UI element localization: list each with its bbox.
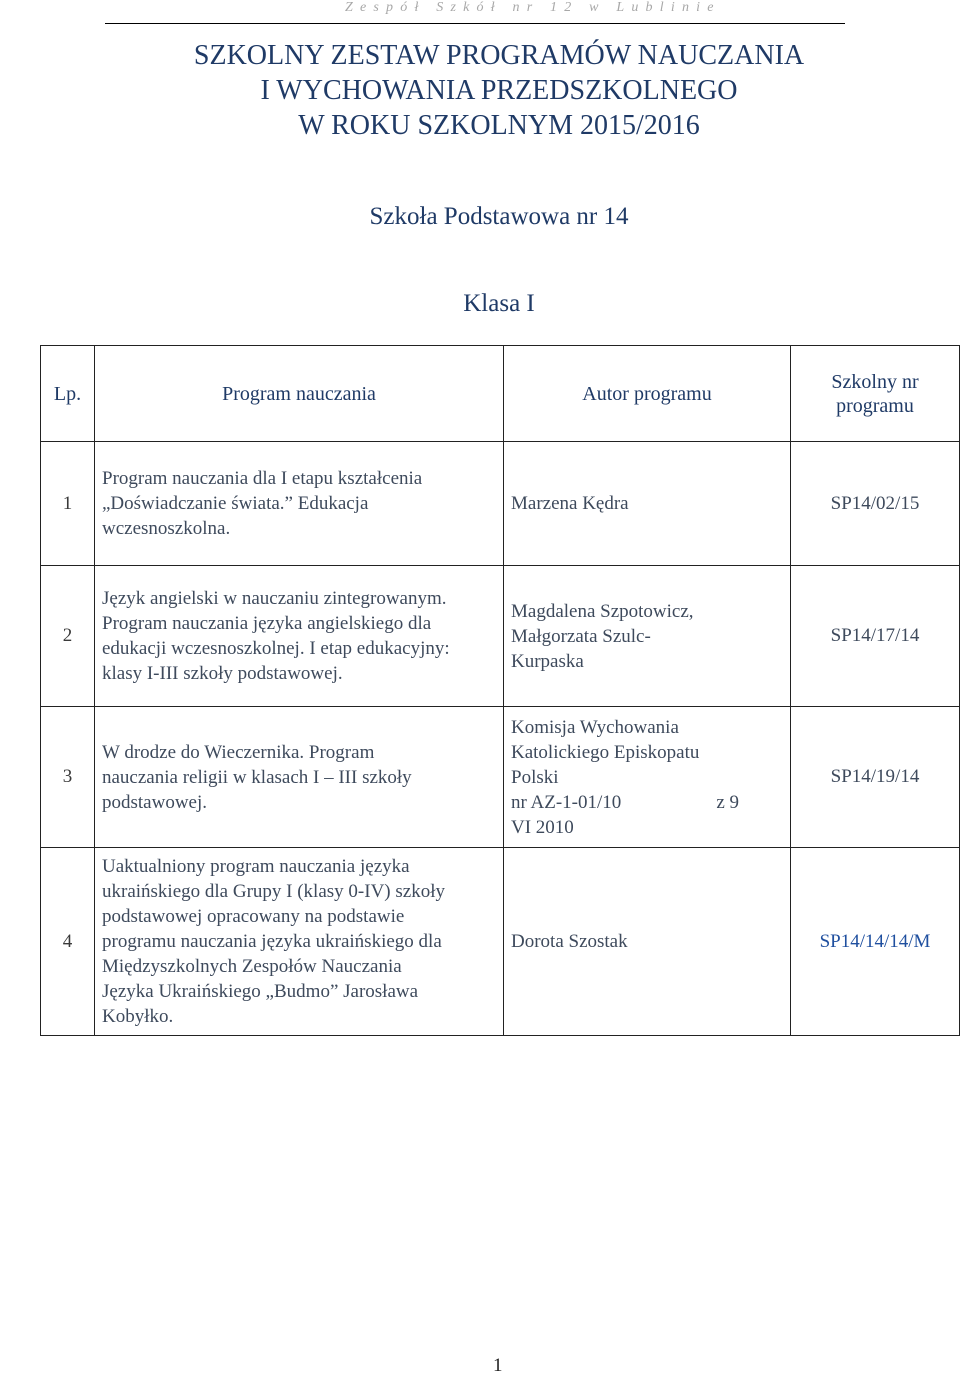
author-line: Magdalena Szpotowicz, xyxy=(511,600,694,622)
author-line xyxy=(511,790,739,815)
author-line: Komisja Wychowania xyxy=(511,716,679,738)
program-line: Języka Ukraińskiego „Budmo” Jarosława xyxy=(102,981,419,1002)
author-line: Dorota Szostak xyxy=(511,931,628,952)
header-lp: Lp. xyxy=(41,346,95,442)
author-line: Małgorzata Szulc- xyxy=(511,625,651,647)
row-number: SP14/14/14/M xyxy=(791,848,960,1036)
table-row xyxy=(41,442,960,566)
row-author xyxy=(504,442,791,566)
program-line: podstawowej opracowany na podstawie xyxy=(102,906,405,927)
row-lp: 1 xyxy=(41,442,95,566)
author-line: Polski xyxy=(511,766,559,788)
header-number xyxy=(791,346,960,442)
author-line: VI 2010 xyxy=(511,816,574,838)
row-lp: 4 xyxy=(41,848,95,1036)
program-line: Kobyłko. xyxy=(102,1006,174,1027)
program-line: „Doświadczanie świata.” Edukacja xyxy=(102,493,369,514)
header-program: Program nauczania xyxy=(95,346,504,442)
page-number: 1 xyxy=(493,1355,503,1376)
row-number: SP14/17/14 xyxy=(791,566,960,707)
table-row xyxy=(41,566,960,707)
program-line: nauczania religii w klasach I – III szkoły xyxy=(102,766,412,788)
program-line: wczesnoszkolna. xyxy=(102,518,231,539)
row-author xyxy=(504,848,791,1036)
program-line: podstawowej. xyxy=(102,791,208,813)
header-divider xyxy=(105,23,845,24)
row-program xyxy=(95,442,504,566)
program-line: Program nauczania dla I etapu kształcenia xyxy=(102,468,423,489)
author-line: Katolickiego Episkopatu xyxy=(511,741,700,763)
title-line-1: SZKOLNY ZESTAW PROGRAMÓW NAUCZANIA xyxy=(193,40,805,71)
program-line: edukacji wczesnoszkolnej. I etap edukacyjny: xyxy=(102,638,450,659)
row-program xyxy=(95,848,504,1036)
row-program xyxy=(95,707,504,848)
table-header-row xyxy=(41,346,960,442)
class-name: Klasa I xyxy=(463,290,535,317)
program-line: Międzyszkolnych Zespołów Nauczania xyxy=(102,956,402,977)
program-line: Program nauczania języka angielskiego dla xyxy=(102,613,432,634)
row-program xyxy=(95,566,504,707)
program-line: W drodze do Wieczernika. Program xyxy=(102,741,375,763)
author-line: Marzena Kędra xyxy=(511,493,629,514)
title-line-2: I WYCHOWANIA PRZEDSZKOLNEGO xyxy=(260,75,738,106)
program-line: ukraińskiego dla Grupy I (klasy 0-IV) szkoły xyxy=(102,881,445,902)
program-line: Uaktualniony program nauczania języka xyxy=(102,856,410,877)
author-line: Kurpaska xyxy=(511,650,584,672)
table-row xyxy=(41,707,960,848)
header-number-line-2: programu xyxy=(836,394,914,417)
header-number-line-1: Szkolny nr xyxy=(831,370,919,393)
row-lp: 2 xyxy=(41,566,95,707)
row-number: SP14/19/14 xyxy=(791,707,960,848)
row-author xyxy=(504,707,791,848)
row-author xyxy=(504,566,791,707)
program-line: klasy I-III szkoły podstawowej. xyxy=(102,663,343,684)
title-line-3: W ROKU SZKOLNYM 2015/2016 xyxy=(298,110,700,141)
table-row xyxy=(41,848,960,1036)
document-title xyxy=(0,38,960,143)
school-name: Szkoła Podstawowa nr 14 xyxy=(369,203,629,230)
row-number: SP14/02/15 xyxy=(791,442,960,566)
author-line-right: z 9 xyxy=(716,791,739,813)
row-lp: 3 xyxy=(41,707,95,848)
header-author: Autor programu xyxy=(504,346,791,442)
header-school-name: Zespół Szkół nr 12 w Lublinie xyxy=(345,0,721,15)
program-line: programu nauczania języka ukraińskiego dla xyxy=(102,931,442,952)
programs-table xyxy=(40,345,960,1036)
author-line-left: nr AZ-1-01/10 xyxy=(511,791,622,813)
program-line: Język angielski w nauczaniu zintegrowanym. xyxy=(102,588,447,609)
